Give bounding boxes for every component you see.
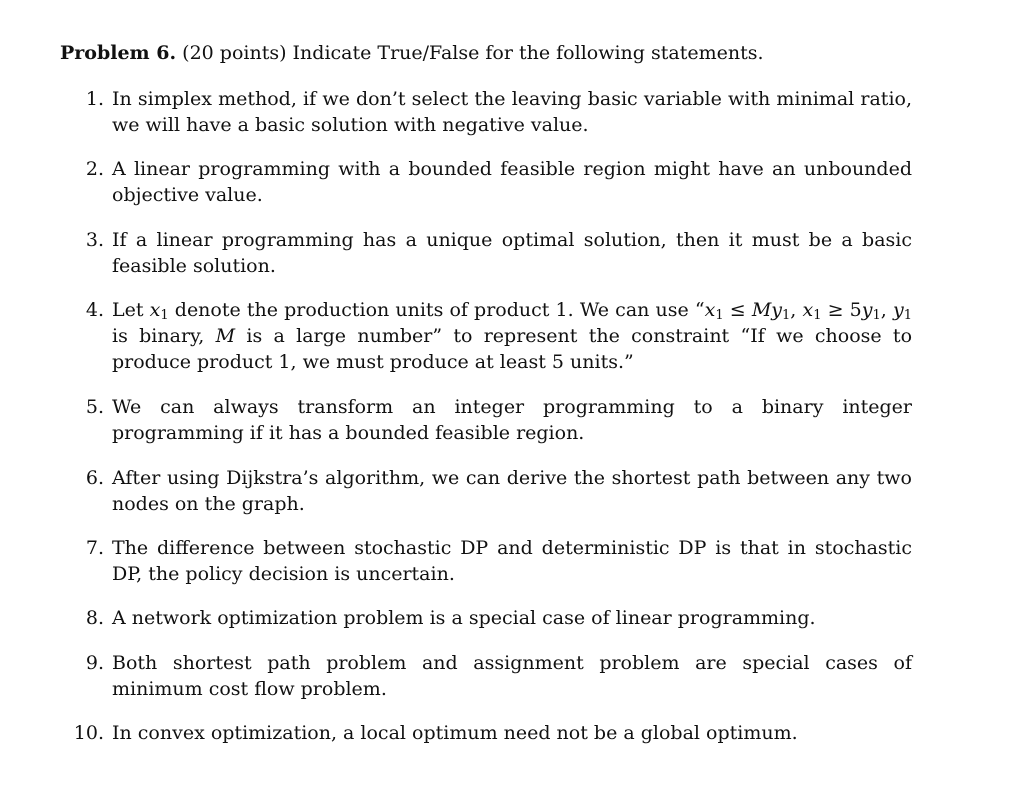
statement-6 — [60, 465, 912, 517]
math-expression: $x_1$ — [704, 299, 724, 323]
statement-number: 5. — [85, 396, 104, 418]
statement-text: A linear programming with a bounded feasible region might have an unbounded objective value. — [112, 158, 912, 206]
statement-10 — [60, 720, 912, 746]
problem-title: Problem 6. — [60, 42, 177, 64]
statement-text: In convex optimization, a local optimum need not be a global optimum. — [112, 722, 798, 744]
problem-header — [60, 40, 920, 66]
math-M: M — [215, 325, 236, 347]
statement-number: 9. — [85, 652, 104, 674]
statement-2 — [60, 156, 912, 208]
statement-text: In simplex method, if we don’t select the leaving basic variable with minimal ratio, we will have a basic solution with negative value. — [112, 88, 912, 136]
statement-number: 2. — [85, 158, 104, 180]
statement-text: After using Dijkstra’s algorithm, we can derive the shortest path between any two nodes on the graph. — [112, 467, 912, 515]
statement-8 — [60, 605, 912, 631]
statement-3 — [60, 227, 912, 279]
statement-text: If a linear programming has a unique optimal solution, then it must be a basic feasible solution. — [112, 229, 912, 277]
statement-text: Both shortest path problem and assignment problem are special cases of minimum cost flow problem. — [112, 652, 912, 700]
statement-number: 3. — [85, 229, 104, 251]
statement-9 — [60, 650, 912, 702]
statement-number: 8. — [85, 607, 104, 629]
statement-text: We can always transform an integer programming to a binary integer programming if it has a bounded feasible region. — [112, 396, 912, 444]
statement-4 — [60, 297, 912, 375]
statement-text: The difference between stochastic DP and deterministic DP is that in stochastic DP, the policy decision is uncertain. — [112, 537, 912, 585]
statement-1 — [60, 86, 912, 138]
statement-7 — [60, 535, 912, 587]
problem-description: (20 points) Indicate True/False for the following statements. — [182, 42, 764, 64]
statement-number: 6. — [85, 467, 104, 489]
statement-number: 4. — [85, 299, 104, 321]
statement-number: 1. — [85, 88, 104, 110]
statement-text: A network optimization problem is a special case of linear programming. — [112, 607, 816, 629]
statement-text: Let $x_1$ denote the production units of product 1. We can use “$x_1 \le My_1$, $x_1 \ge 5y_1$, $y_1$ is binary, M is a large number” to represent the constraint “If we choose to produce product 1, we must produce at least 5 units.” — [112, 299, 913, 373]
math-x1: $x_1$ — [149, 299, 169, 323]
statement-5 — [60, 394, 912, 446]
statement-number: 7. — [85, 537, 104, 559]
statement-number: 10. — [73, 722, 104, 744]
